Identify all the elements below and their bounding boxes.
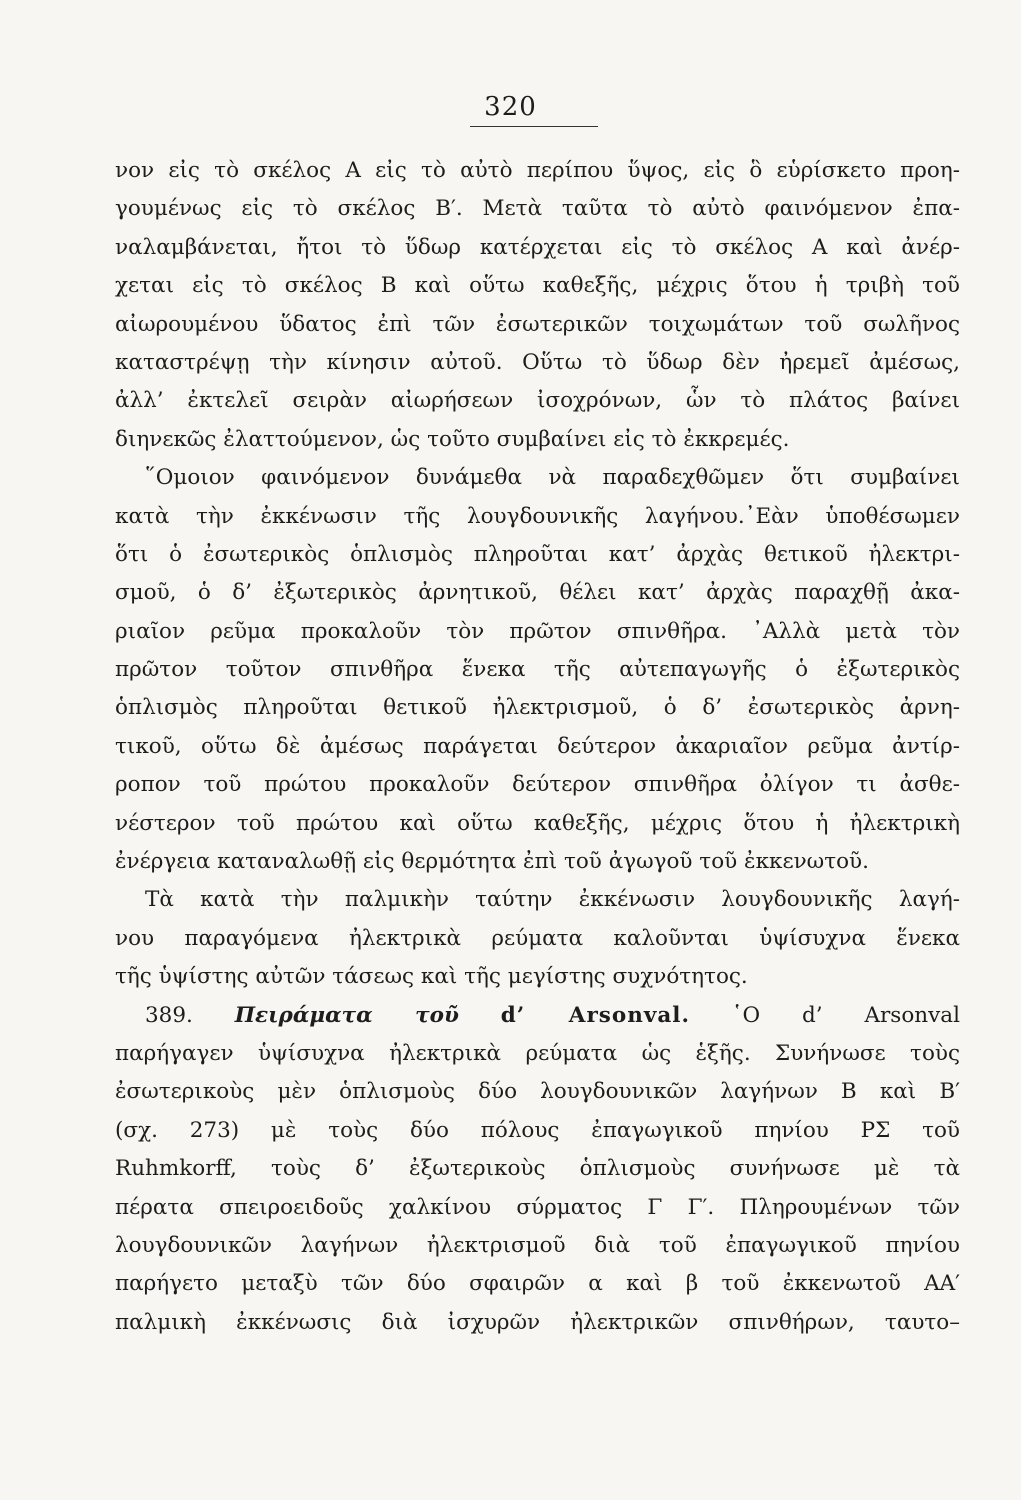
- text-line: ἐσωτερικοὺς μὲν ὁπλισμοὺς δύο λουγδουνικῶν λαγήνων Β καὶ Β′: [115, 1079, 960, 1105]
- text-line: παρήγαγεν ὑψίσυχνα ἠλεκτρικὰ ρεύματα ὡς ἑξῆς. Συνήνωσε τοὺς: [115, 1040, 960, 1066]
- section-number: 389.: [145, 1002, 193, 1028]
- text-line: ὁπλισμὸς πληροῦται θετικοῦ ἠλεκτρισμοῦ, ὁ δ’ ἐσωτερικὸς ἀρνη-: [115, 695, 960, 721]
- text-line: χεται εἰς τὸ σκέλος Β καὶ οὕτω καθεξῆς, μέχρις ὅτου ἡ τριβὴ τοῦ: [115, 273, 960, 299]
- text-line: τῆς ὑψίστης αὐτῶν τάσεως καὶ τῆς μεγίστης συχνότητος.: [115, 964, 748, 990]
- text-line: ριαῖον ρεῦμα προκαλοῦν τὸν πρῶτον σπινθῆρα. ᾿Αλλὰ μετὰ τὸν: [115, 618, 960, 644]
- text-line: Ruhmkorff, τοὺς δ’ ἐξωτερικοὺς ὁπλισμοὺς συνήνωσε μὲ τὰ: [115, 1156, 960, 1182]
- text-line: πρῶτον τοῦτον σπινθῆρα ἕνεκα τῆς αὐτεπαγωγῆς ὁ ἐξωτερικὸς: [115, 657, 960, 683]
- text-line: κατὰ τὴν ἐκκένωσιν τῆς λουγδουνικῆς λαγήνου.᾿Εὰν ὑποθέσωμεν: [115, 503, 960, 529]
- section-389: [115, 997, 960, 1343]
- page-number: 320: [484, 92, 537, 122]
- text-line: τικοῦ, οὕτω δὲ ἀμέσως παράγεται δεύτερον ἀκαριαῖον ρεῦμα ἀντίρ-: [115, 733, 960, 759]
- text-line: πέρατα σπειροειδοῦς χαλκίνου σύρματος Γ Γ′. Πληρουμένων τῶν: [115, 1194, 960, 1220]
- paragraph-3: [115, 881, 960, 996]
- text-line: ῞Ομοιον φαινόμενον δυνάμεθα νὰ παραδεχθῶμεν ὅτι συμβαίνει: [145, 465, 960, 491]
- text-line: γουμένως εἰς τὸ σκέλος Β′. Μετὰ ταῦτα τὸ αὐτὸ φαινόμενον ἐπα-: [115, 196, 960, 222]
- text-line: ναλαμβάνεται, ἤτοι τὸ ὕδωρ κατέρχεται εἰς τὸ σκέλος Α καὶ ἀνέρ-: [115, 234, 960, 260]
- page-body: [115, 152, 960, 1342]
- text-line: ροπον τοῦ πρώτου προκαλοῦν δεύτερον σπινθῆρα ὀλίγον τι ἀσθε-: [115, 772, 960, 798]
- section-title: Πειράματα τοῦ: [234, 1002, 459, 1028]
- section-title-name: d’ Arsonval.: [500, 1002, 690, 1028]
- text-line: λουγδουνικῶν λαγήνων ἠλεκτρισμοῦ διὰ τοῦ ἐπαγωγικοῦ πηνίου: [115, 1232, 960, 1258]
- text-line: παρήγετο μεταξὺ τῶν δύο σφαιρῶν α καὶ β τοῦ ἐκκενωτοῦ ΑΑ′: [115, 1271, 960, 1297]
- paragraph-2: [115, 459, 960, 881]
- text-line: καταστρέψῃ τὴν κίνησιν αὐτοῦ. Οὕτω τὸ ὕδωρ δὲν ἠρεμεῖ ἀμέσως,: [115, 349, 960, 375]
- text-line: σμοῦ, ὁ δ’ ἐξωτερικὸς ἀρνητικοῦ, θέλει κατ’ ἀρχὰς παραχθῇ ἀκα-: [115, 580, 960, 606]
- text-line: ἐνέργεια καταναλωθῇ εἰς θερμότητα ἐπὶ τοῦ ἀγωγοῦ τοῦ ἐκκενωτοῦ.: [115, 849, 869, 875]
- text-line: νον εἰς τὸ σκέλος Α εἰς τὸ αὐτὸ περίπου ὕψος, εἰς ὃ εὑρίσκετο προη-: [115, 158, 960, 183]
- text-line: Τὰ κατὰ τὴν παλμικὴν ταύτην ἐκκένωσιν λουγδουνικῆς λαγή-: [145, 887, 960, 913]
- text-line: παλμικὴ ἐκκένωσις διὰ ἰσχυρῶν ἠλεκτρικῶν σπινθήρων, ταυτο–: [115, 1309, 960, 1335]
- paragraph-1: [115, 152, 960, 459]
- text-line: διηνεκῶς ἐλαττούμενον, ὡς τοῦτο συμβαίνει εἰς τὸ ἐκκρεμές.: [115, 426, 790, 452]
- text-line: (σχ. 273) μὲ τοὺς δύο πόλους ἐπαγωγικοῦ πηνίου ΡΣ τοῦ: [115, 1117, 960, 1143]
- text-line: νου παραγόμενα ἠλεκτρικὰ ρεύματα καλοῦνται ὑψίσυχνα ἕνεκα: [115, 925, 960, 951]
- text-line: ὅτι ὁ ἐσωτερικὸς ὁπλισμὸς πληροῦται κατ’ ἀρχὰς θετικοῦ ἠλεκτρι-: [115, 541, 960, 567]
- section-heading-line: [115, 997, 960, 1035]
- text-line: νέστερον τοῦ πρώτου καὶ οὕτω καθεξῆς, μέχρις ὅτου ἡ ἠλεκτρικὴ: [115, 810, 960, 836]
- header-rule: [470, 126, 598, 127]
- text-line: αἰωρουμένου ὕδατος ἐπὶ τῶν ἐσωτερικῶν τοιχωμάτων τοῦ σωλῆνος: [115, 311, 960, 337]
- text-fragment: ῾Ο d’ Arsonval: [731, 1002, 960, 1028]
- text-line: ἀλλ’ ἐκτελεῖ σειρὰν αἰωρήσεων ἰσοχρόνων, ὧν τὸ πλάτος βαίνει: [115, 388, 960, 414]
